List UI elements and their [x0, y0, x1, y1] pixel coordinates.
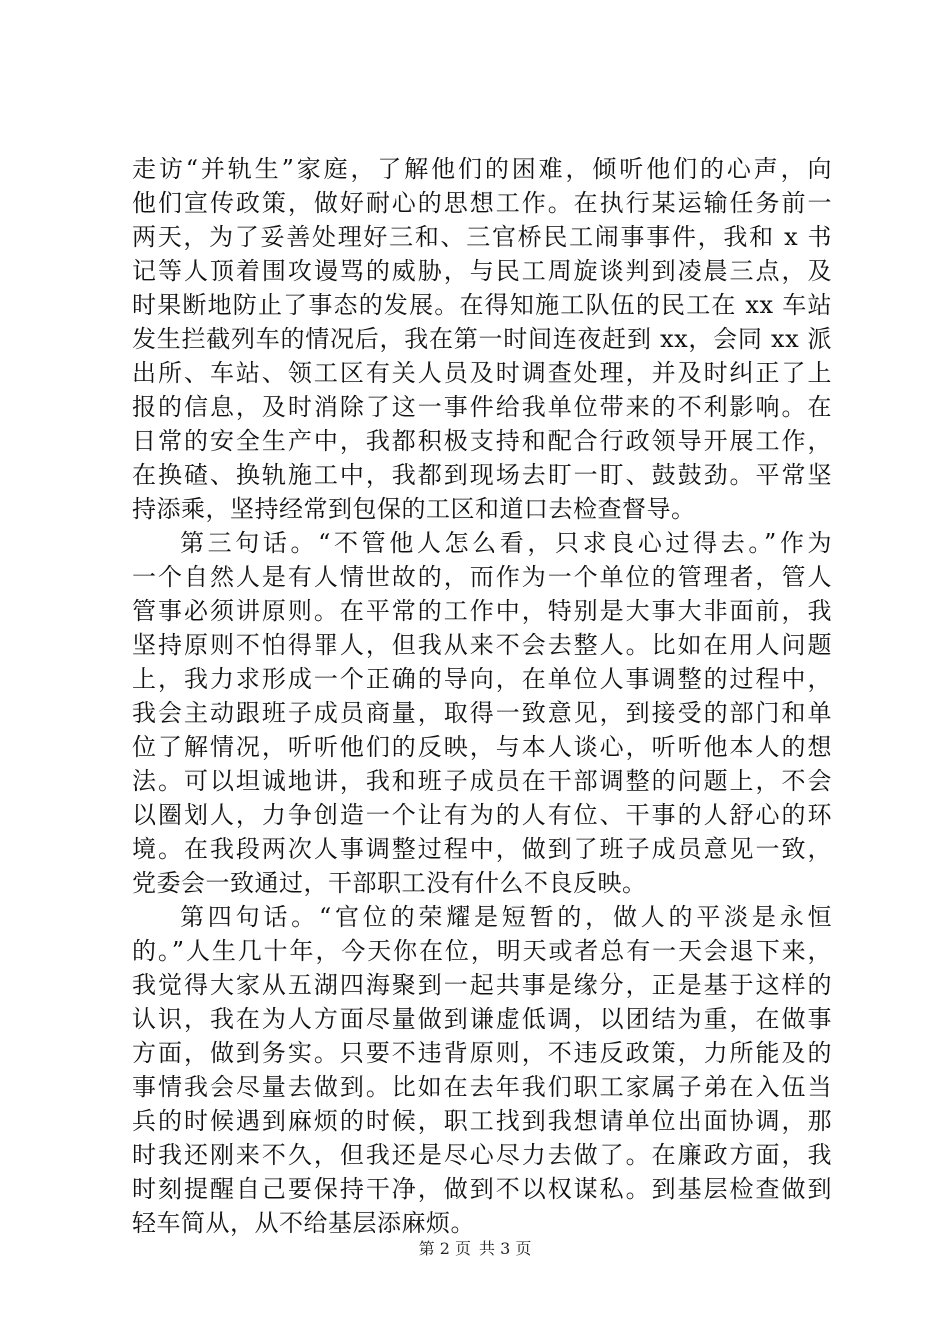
text-line: 他们宣传政策，做好耐心的思想工作。在执行某运输任务前一: [132, 189, 832, 217]
text-line: 持添乘，坚持经常到包保的工区和道口去检查督导。: [132, 495, 696, 523]
text-line: 报的信息，及时消除了这一事件给我单位带来的不利影响。在: [132, 393, 832, 421]
text-line: 法。可以坦诚地讲，我和班子成员在干部调整的问题上，不会: [132, 767, 832, 795]
text-line: 我会主动跟班子成员商量，取得一致意见，到接受的部门和单: [132, 699, 832, 727]
page-number: 第 2 页: [418, 1239, 471, 1258]
text-line: 轻车简从，从不给基层添麻烦。: [132, 1209, 475, 1237]
text-line: 的。”人生几十年，今天你在位，明天或者总有一天会退下来，: [132, 937, 832, 965]
text-line: 走访“并轨生”家庭，了解他们的困难，倾听他们的心声，向: [132, 155, 832, 183]
text-line: 位了解情况，听听他们的反映，与本人谈心，听听他本人的想: [132, 733, 832, 761]
text-line: 记等人顶着围攻谩骂的威胁，与民工周旋谈判到凌晨三点，及: [132, 257, 832, 285]
document-body: [132, 152, 832, 1240]
text-line: 坚持原则不怕得罪人，但我从来不会去整人。比如在用人问题: [132, 631, 832, 659]
text-line: 出所、车站、领工区有关人员及时调查处理，并及时纠正了上: [132, 359, 832, 387]
paragraph-first-line: 第四句话。“官位的荣耀是短暂的，做人的平淡是永恒: [180, 903, 832, 931]
text-line: 境。在我段两次人事调整过程中，做到了班子成员意见一致，: [132, 835, 832, 863]
text-line: 两天，为了妥善处理好三和、三官桥民工闹事事件，我和 x 书: [132, 223, 832, 251]
text-line: 时我还刚来不久，但我还是尽心尽力去做了。在廉政方面，我: [132, 1141, 832, 1169]
text-line: 管事必须讲原则。在平常的工作中，特别是大事大非面前，我: [132, 597, 832, 625]
page-footer: [0, 1238, 950, 1260]
text-line: 认识，我在为人方面尽量做到谦虚低调，以团结为重，在做事: [132, 1005, 832, 1033]
text-line: 时刻提醒自己要保持干净，做到不以权谋私。到基层检查做到: [132, 1175, 832, 1203]
text-line: 日常的安全生产中，我都积极支持和配合行政领导开展工作，: [132, 427, 832, 455]
text-line: 上，我力求形成一个正确的导向，在单位人事调整的过程中，: [132, 665, 832, 693]
paragraph-first-line: 第三句话。“不管他人怎么看，只求良心过得去。”作为: [180, 529, 832, 557]
text-line: 兵的时候遇到麻烦的时候，职工找到我想请单位出面协调，那: [132, 1107, 832, 1135]
page-total: 共 3 页: [479, 1239, 532, 1258]
text-line: 我觉得大家从五湖四海聚到一起共事是缘分，正是基于这样的: [132, 971, 832, 999]
text-line: 事情我会尽量去做到。比如在去年我们职工家属子弟在入伍当: [132, 1073, 832, 1101]
text-line: 党委会一致通过，干部职工没有什么不良反映。: [132, 869, 647, 897]
text-line: 时果断地防止了事态的发展。在得知施工队伍的民工在 xx 车站: [132, 291, 832, 319]
text-line: 一个自然人是有人情世故的，而作为一个单位的管理者，管人: [132, 563, 832, 591]
text-line: 发生拦截列车的情况后，我在第一时间连夜赶到 xx，会同 xx 派: [132, 325, 832, 353]
text-line: 在换碴、换轨施工中，我都到现场去盯一盯、鼓鼓劲。平常坚: [132, 461, 832, 489]
text-line: 方面，做到务实。只要不违背原则，不违反政策，力所能及的: [132, 1039, 832, 1067]
text-line: 以圈划人，力争创造一个让有为的人有位、干事的人舒心的环: [132, 801, 832, 829]
